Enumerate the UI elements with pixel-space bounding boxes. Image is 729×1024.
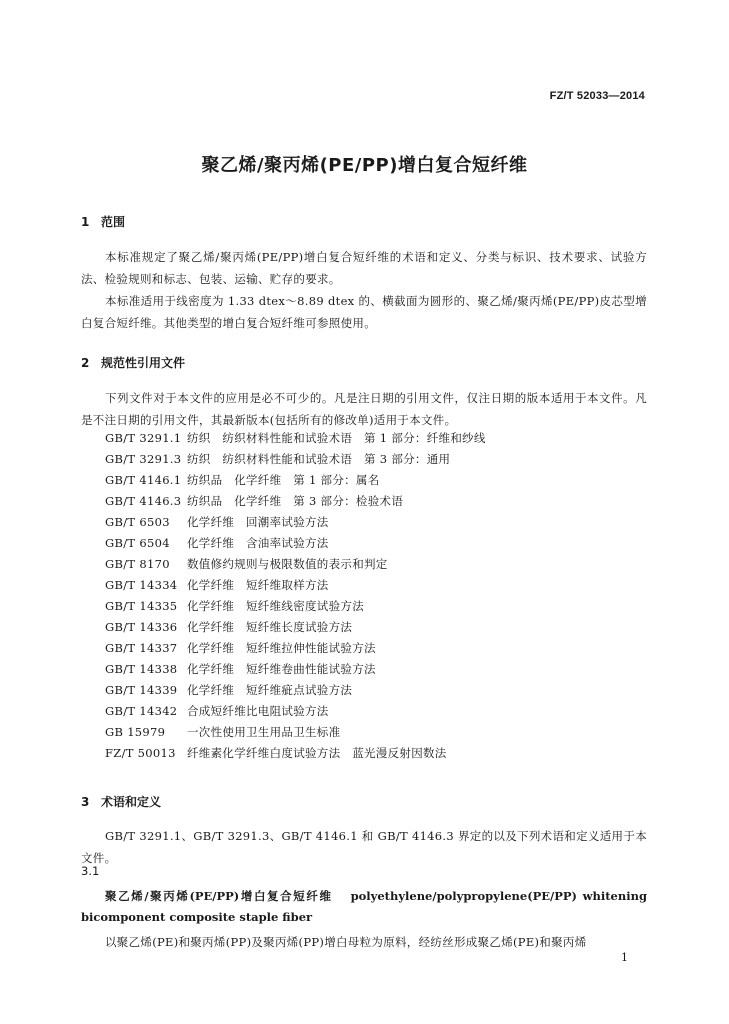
reference-code: GB/T 8170 [105, 557, 170, 571]
section-1-number: 1 [81, 215, 90, 229]
reference-item [105, 533, 486, 554]
reference-code: GB/T 4146.1 [105, 473, 182, 487]
reference-item [105, 428, 486, 449]
standard-code: FZ/T 52033—2014 [549, 90, 645, 102]
section-2-heading [81, 354, 185, 371]
reference-title: 数值修约规则与极限数值的表示和判定 [187, 557, 388, 571]
reference-code: GB/T 3291.3 [105, 452, 182, 466]
section-1-heading [81, 213, 125, 230]
term-number: 3.1 [81, 864, 100, 878]
reference-item [105, 722, 486, 743]
section-2-title: 规范性引用文件 [101, 356, 186, 370]
reference-item [105, 617, 486, 638]
section-3-intro: GB/T 3291.1、GB/T 3291.3、GB/T 4146.1 和 GB/T 4146.3 界定的以及下列术语和定义适用于本文件。 [81, 829, 647, 865]
reference-code: GB/T 14335 [105, 599, 178, 613]
section-1-paragraph-2: 本标准适用于线密度为 1.33 dtex～8.89 dtex 的、横截面为圆形的、聚乙烯/聚丙烯(PE/PP)皮芯型增白复合短纤维。其他类型的增白复合短纤维可参照使用。 [81, 294, 647, 330]
term-name-english: polyethylene/polypropylene(PE/PP) whitening bicomponent composite staple fiber [81, 889, 647, 924]
reference-item [105, 680, 486, 701]
reference-code: GB/T 3291.1 [105, 431, 182, 445]
reference-title: 纺织 纺织材料性能和试验术语 第 1 部分：纤维和纱线 [187, 431, 486, 445]
reference-code: GB/T 6504 [105, 536, 170, 550]
reference-title: 化学纤维 回潮率试验方法 [187, 515, 329, 529]
reference-list [105, 428, 486, 764]
section-3-number: 3 [81, 795, 90, 809]
reference-title: 化学纤维 短纤维线密度试验方法 [187, 599, 364, 613]
reference-code: GB/T 4146.3 [105, 494, 182, 508]
reference-code: GB/T 14336 [105, 620, 178, 634]
section-3-title: 术语和定义 [101, 795, 162, 809]
reference-code: GB/T 6503 [105, 515, 170, 529]
reference-item [105, 470, 486, 491]
reference-item [105, 491, 486, 512]
reference-code: FZ/T 50013 [105, 746, 176, 760]
section-2-intro: 下列文件对于本文件的应用是必不可少的。凡是注日期的引用文件，仅注日期的版本适用于本文件。凡是不注日期的引用文件，其最新版本(包括所有的修改单)适用于本文件。 [81, 391, 647, 427]
reference-item [105, 449, 486, 470]
reference-title: 化学纤维 短纤维取样方法 [187, 578, 329, 592]
section-1-title: 范围 [101, 215, 126, 229]
reference-code: GB/T 14337 [105, 641, 178, 655]
reference-item [105, 575, 486, 596]
reference-title: 化学纤维 短纤维长度试验方法 [187, 620, 353, 634]
term-definition: 以聚乙烯(PE)和聚丙烯(PP)及聚丙烯(PP)增白母粒为原料，经纺丝形成聚乙烯(PE)和聚丙烯 [105, 935, 587, 949]
reference-item [105, 512, 486, 533]
reference-title: 合成短纤维比电阻试验方法 [187, 704, 329, 718]
term-heading [81, 886, 647, 928]
reference-title: 化学纤维 短纤维疵点试验方法 [187, 683, 353, 697]
term-name-chinese: 聚乙烯/聚丙烯(PE/PP)增白复合短纤维 [105, 889, 333, 903]
reference-item [105, 701, 486, 722]
reference-item [105, 659, 486, 680]
reference-title: 化学纤维 含油率试验方法 [187, 536, 329, 550]
section-1-paragraph-1: 本标准规定了聚乙烯/聚丙烯(PE/PP)增白复合短纤维的术语和定义、分类与标识、技术要求、试验方法、检验规则和标志、包装、运输、贮存的要求。 [81, 250, 647, 286]
reference-title: 纺织品 化学纤维 第 3 部分：检验术语 [187, 494, 404, 508]
reference-code: GB/T 14338 [105, 662, 178, 676]
reference-code: GB/T 14339 [105, 683, 178, 697]
reference-title: 纤维素化学纤维白度试验方法 蓝光漫反射因数法 [187, 746, 447, 760]
page-number: 1 [621, 951, 628, 964]
reference-item [105, 638, 486, 659]
reference-item [105, 554, 486, 575]
reference-code: GB/T 14334 [105, 578, 178, 592]
reference-item [105, 596, 486, 617]
reference-title: 化学纤维 短纤维拉伸性能试验方法 [187, 641, 376, 655]
section-3-heading [81, 793, 161, 810]
reference-title: 纺织 纺织材料性能和试验术语 第 3 部分：通用 [187, 452, 451, 466]
section-2-number: 2 [81, 356, 90, 370]
document-title: 聚乙烯/聚丙烯(PE/PP)增白复合短纤维 [201, 155, 528, 176]
reference-code: GB 15979 [105, 725, 166, 739]
reference-item [105, 743, 486, 764]
reference-title: 一次性使用卫生用品卫生标准 [187, 725, 341, 739]
reference-title: 化学纤维 短纤维卷曲性能试验方法 [187, 662, 376, 676]
reference-code: GB/T 14342 [105, 704, 178, 718]
reference-title: 纺织品 化学纤维 第 1 部分：属名 [187, 473, 380, 487]
